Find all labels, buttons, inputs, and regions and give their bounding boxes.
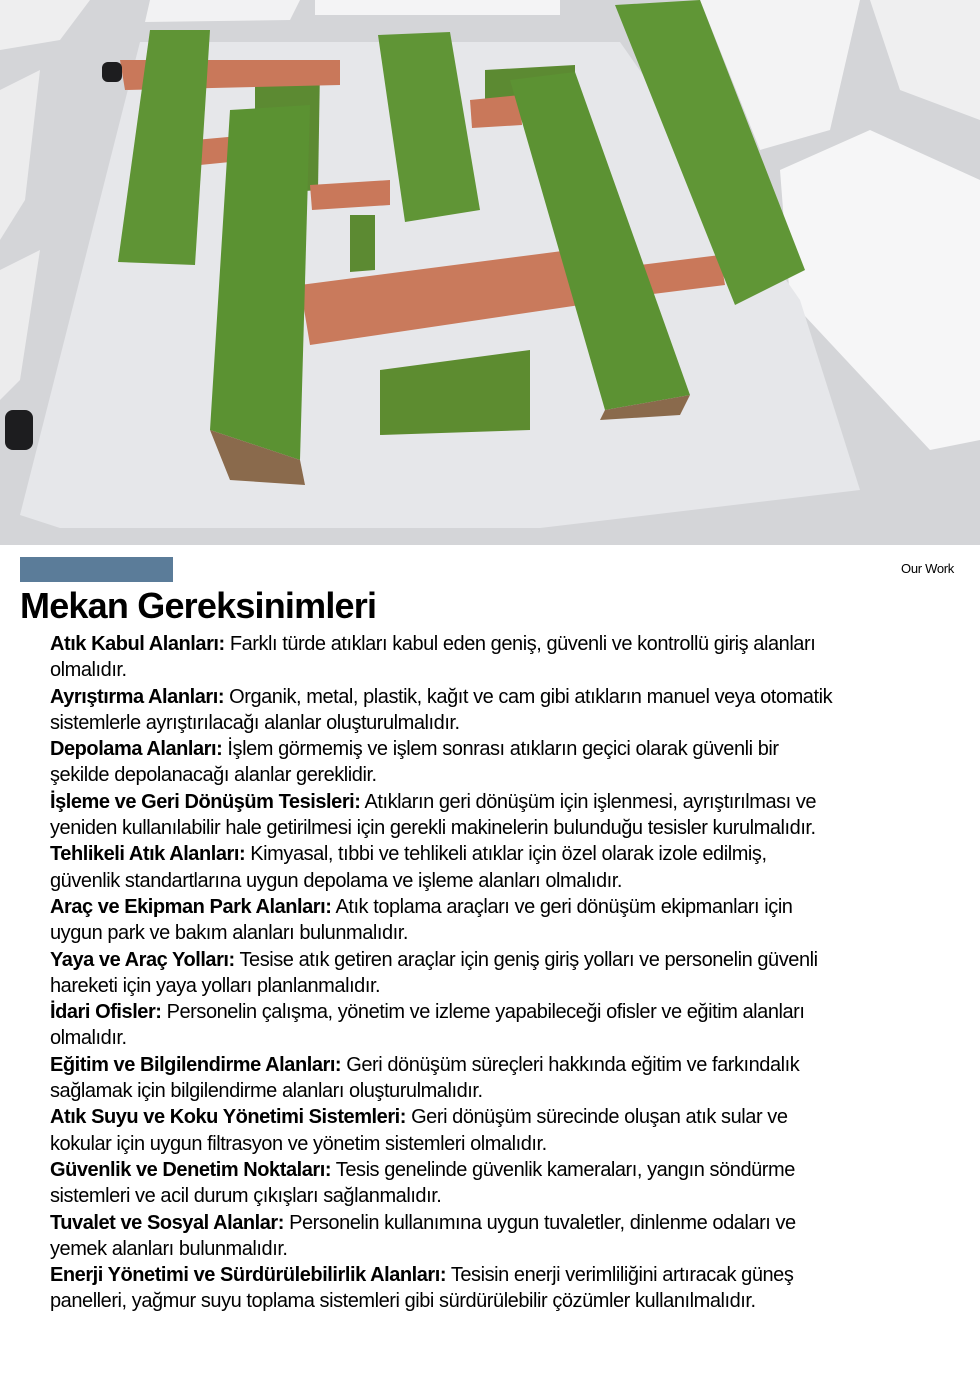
requirement-label: Araç ve Ekipman Park Alanları:	[50, 895, 332, 918]
section-label: Our Work	[901, 561, 954, 576]
requirement-item	[50, 789, 840, 842]
requirement-item	[50, 1104, 840, 1157]
section-accent-bar	[20, 557, 173, 582]
requirement-text: Personelin çalışma, yönetim ve izleme yapabileceği ofisler ve eğitim alanları olmalıdır.	[50, 1001, 805, 1050]
requirement-item	[50, 631, 840, 684]
requirement-label: Güvenlik ve Denetim Noktaları:	[50, 1158, 332, 1181]
requirement-text: Tesis genelinde güvenlik kameraları, yangın söndürme sistemleri ve acil durum çıkışları sağlanmalıdır.	[50, 1158, 795, 1208]
requirement-item	[50, 684, 840, 737]
requirement-label: Tuvalet ve Sosyal Alanlar:	[50, 1211, 284, 1234]
requirement-item	[50, 1262, 840, 1315]
requirement-text: Kimyasal, tıbbi ve tehlikeli atıklar için özel olarak izole edilmiş, güvenlik standartlarına uygun depolama ve işleme alanları olmalıdır.	[50, 843, 767, 892]
requirement-text: Geri dönüşüm süreçleri hakkında eğitim ve farkındalık sağlamak için bilgilendirme alanları oluşturulmalıdır.	[50, 1053, 800, 1103]
hero-rendering-image	[0, 0, 980, 545]
requirement-label: Atık Kabul Alanları:	[50, 633, 225, 655]
requirement-item	[50, 947, 840, 1000]
requirement-label: Atık Suyu ve Koku Yönetimi Sistemleri:	[50, 1106, 406, 1129]
requirement-text: Tesisin enerji verimliliğini artıracak güneş panelleri, yağmur suyu toplama sistemleri gibi sürdürülebilir çözümler kullanılmalıdır.	[50, 1264, 794, 1313]
requirement-label: Tehlikeli Atık Alanları:	[50, 843, 246, 866]
requirement-item	[50, 736, 840, 789]
requirement-text: Tesise atık getiren araçlar için geniş giriş yolları ve personelin güvenli hareketi için yaya yolları planlanmalıdır.	[50, 948, 818, 997]
requirement-label: İşleme ve Geri Dönüşüm Tesisleri:	[50, 790, 361, 813]
requirement-text: Geri dönüşüm sürecinde oluşan atık sular ve kokular için uygun filtrasyon ve yönetim sistemleri olmalıdır.	[50, 1106, 788, 1155]
requirement-label: Yaya ve Araç Yolları:	[50, 948, 235, 971]
requirement-item	[50, 999, 840, 1052]
requirement-label: Ayrıştırma Alanları:	[50, 685, 225, 708]
requirement-label: Depolama Alanları:	[50, 738, 223, 761]
requirement-text: Organik, metal, plastik, kağıt ve cam gibi atıkların manuel veya otomatik sistemlerle ayrıştırılacağı alanlar oluşturulmalıdır.	[50, 685, 833, 734]
requirements-list	[50, 631, 840, 1315]
requirement-label: Enerji Yönetimi ve Sürdürülebilirlik Alanları:	[50, 1264, 447, 1287]
requirement-item	[50, 1052, 840, 1105]
requirement-text: Atık toplama araçları ve geri dönüşüm ekipmanları için uygun park ve bakım alanları bulunmalıdır.	[50, 895, 793, 945]
requirement-label: İdari Ofisler:	[50, 1001, 162, 1024]
requirement-item	[50, 894, 840, 947]
requirement-text: Atıkların geri dönüşüm için işlenmesi, ayrıştırılması ve yeniden kullanılabilir hale getirilmesi için gerekli makinelerin bulunduğu tesisler kurulmalıdır.	[50, 790, 817, 840]
page-title: Mekan Gereksinimleri	[20, 585, 377, 626]
requirement-item	[50, 1210, 840, 1263]
requirement-item	[50, 1157, 840, 1210]
requirement-text: Personelin kullanımına uygun tuvaletler, dinlenme odaları ve yemek alanları bulunmalıdır.	[50, 1211, 796, 1260]
requirement-item	[50, 841, 840, 894]
requirement-text: İşlem görmemiş ve işlem sonrası atıkların geçici olarak güvenli bir şekilde depolanacağı alanlar gereklidir.	[50, 738, 779, 787]
requirement-label: Eğitim ve Bilgilendirme Alanları:	[50, 1053, 342, 1076]
requirement-text: Farklı türde atıkları kabul eden geniş, güvenli ve kontrollü giriş alanları olmalıdır.	[50, 633, 816, 682]
